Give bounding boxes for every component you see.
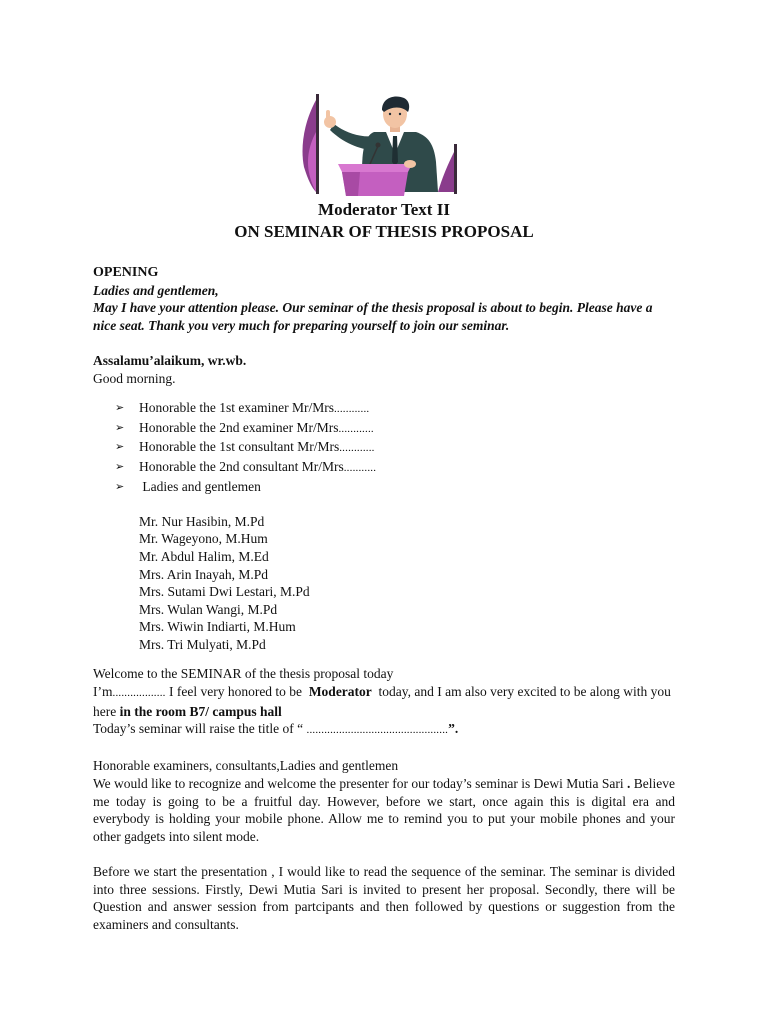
list-item [115,399,675,419]
good-morning-greeting: Good morning. [93,370,176,386]
excited-text: today, and I am also very excited to be along with you here [93,684,675,719]
placeholder-dots: ............ [333,403,370,416]
name-entry: Mr. Abdul Halim, M.Ed [139,548,269,564]
name-entry: Mrs. Sutami Dwi Lestari, M.Pd [139,584,310,600]
honorable-text: Honorable the 1st examiner Mr/Mrs [139,400,334,416]
list-item [115,458,675,478]
honorable-text: Honorable the 2nd consultant Mr/Mrs [139,458,344,474]
name-entry: Mrs. Wulan Wangi, M.Pd [139,601,278,617]
introduction-paragraph [93,683,675,720]
honorable-text: Ladies and gentlemen [139,478,261,494]
opening-address: Ladies and gentlemen, [93,282,219,298]
arrowhead-bullet-icon: ➢ [115,440,125,454]
name-entry: Mrs. Tri Mulyati, M.Pd [139,636,266,652]
list-item [115,419,675,439]
opening-attention-paragraph: May I have your attention please. Our seminar of the thesis proposal is about to begin. Please have a nice seat. Thank you very much for preparing yourself to join our seminar. [93,300,653,333]
honorable-list [93,399,675,495]
list-item [115,438,675,458]
recognize-salutation: Honorable examiners, consultants,Ladies and gentlemen [93,758,399,774]
document-subtitle: ON SEMINAR OF THESIS PROPOSAL [234,222,534,241]
placeholder-dots: ........... [343,461,377,474]
recognize-text-b: Believe me today is going to be a fruitful day. However, before we start, once again this is digital era and everybody is holding your mobile phone. Allow me to remind you to put your mobile phones and your other gadgets into silent mode. [93,776,675,844]
list-item [115,478,675,496]
arrowhead-bullet-icon: ➢ [115,420,125,434]
document-title: Moderator Text II [318,200,450,219]
title-prefix: Today’s seminar will raise the title of “ [93,721,307,737]
welcome-line: Welcome to the SEMINAR of the thesis proposal today [93,666,394,682]
im-prefix: I’m [93,684,113,700]
arrowhead-bullet-icon: ➢ [115,479,125,493]
sequence-paragraph: Before we start the presentation , I would like to read the sequence of the seminar. The seminar is divided into three sessions. Firstly, Dewi Mutia Sari is invited to present her proposal. Secondly, there will be Question and answer session from partcipants and then followed by questions or suggestion from the examiners and consultants. [93,864,675,932]
honorable-text: Honorable the 2nd examiner Mr/Mrs [139,419,339,435]
seminar-location: in the room B7/ campus hall [119,703,282,719]
moderator-podium-illustration [298,92,460,196]
honorable-text: Honorable the 1st consultant Mr/Mrs [139,439,340,455]
arrowhead-bullet-icon: ➢ [115,459,125,473]
seminar-title-line [93,720,675,740]
arrowhead-bullet-icon: ➢ [115,401,125,415]
title-close-quote: ”. [448,721,459,737]
placeholder-dots: ............ [339,442,375,455]
recognize-paragraph [93,775,675,845]
honored-text: I feel very honored to be [165,684,309,700]
salam-greeting: Assalamu’alaikum, wr.wb. [93,352,247,368]
placeholder-dots: ............ [338,422,374,435]
opening-heading: OPENING [93,265,159,280]
names-list [93,513,675,654]
name-entry: Mrs. Arin Inayah, M.Pd [139,566,268,582]
name-entry: Mr. Nur Hasibin, M.Pd [139,513,265,529]
moderator-role: Moderator [308,684,372,700]
name-entry: Mr. Wageyono, M.Hum [139,531,268,547]
placeholder-dots: ................................................ [306,724,449,737]
recognize-period: . [627,776,631,792]
name-entry: Mrs. Wiwin Indiarti, M.Hum [139,619,296,635]
document-body [93,264,675,933]
recognize-text-a: We would like to recognize and welcome the presenter for our today’s seminar is Dewi Mutia Sari [93,776,627,792]
placeholder-dots: .................. [112,687,166,700]
